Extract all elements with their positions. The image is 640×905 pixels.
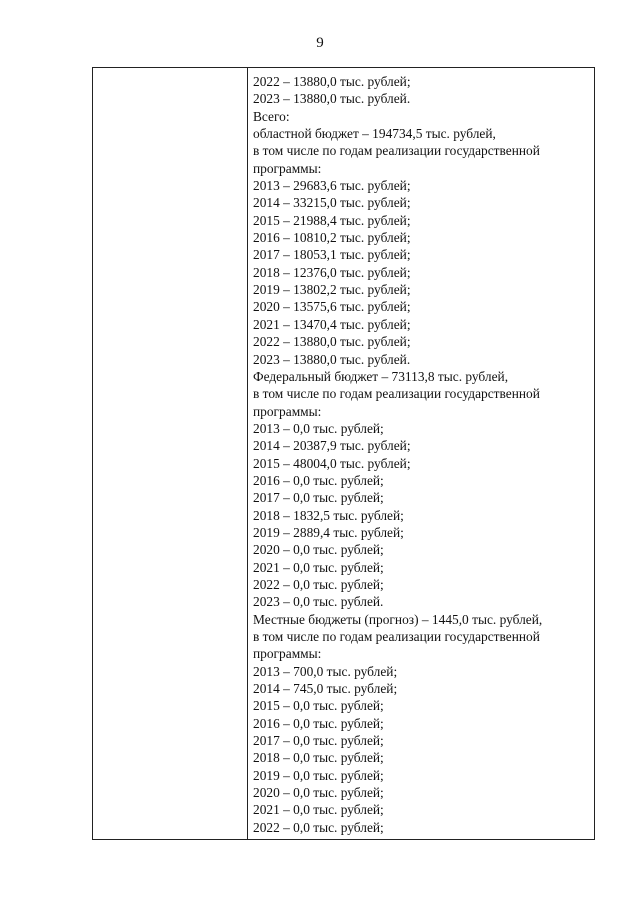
funding-line: 2023 – 13880,0 тыс. рублей.	[253, 351, 411, 367]
funding-line: 2014 – 20387,9 тыс. рублей;	[253, 438, 411, 454]
funding-line: 2018 – 1832,5 тыс. рублей;	[253, 507, 404, 523]
funding-line: 2015 – 21988,4 тыс. рублей;	[253, 212, 411, 228]
funding-line: Местные бюджеты (прогноз) – 1445,0 тыс. рублей,	[253, 611, 543, 627]
page-number: 9	[316, 35, 324, 51]
document-table	[92, 67, 595, 840]
funding-line: 2013 – 0,0 тыс. рублей;	[253, 420, 384, 436]
funding-line: 2013 – 29683,6 тыс. рублей;	[253, 178, 411, 194]
funding-line: в том числе по годам реализации государственной	[253, 143, 540, 159]
funding-line: 2023 – 0,0 тыс. рублей.	[253, 594, 384, 610]
funding-line: программы:	[253, 160, 322, 176]
funding-line: 2017 – 0,0 тыс. рублей;	[253, 490, 384, 506]
funding-line: 2020 – 0,0 тыс. рублей;	[253, 785, 384, 801]
funding-line: 2023 – 13880,0 тыс. рублей.	[253, 91, 411, 107]
funding-line: 2016 – 0,0 тыс. рублей;	[253, 715, 384, 731]
table-right-cell	[253, 73, 593, 836]
funding-line: 2018 – 12376,0 тыс. рублей;	[253, 264, 411, 280]
funding-line: в том числе по годам реализации государственной	[253, 386, 540, 402]
funding-line: в том числе по годам реализации государственной	[253, 629, 540, 644]
table-left-cell	[93, 68, 248, 839]
funding-line: 2016 – 0,0 тыс. рублей;	[253, 472, 384, 488]
funding-line: 2019 – 0,0 тыс. рублей;	[253, 767, 384, 783]
funding-line: 2021 – 0,0 тыс. рублей;	[253, 802, 384, 818]
funding-line: 2022 – 13880,0 тыс. рублей;	[253, 74, 411, 89]
funding-line: 2022 – 0,0 тыс. рублей;	[253, 819, 384, 835]
funding-line: 2016 – 10810,2 тыс. рублей;	[253, 230, 411, 246]
funding-line: программы:	[253, 403, 322, 419]
funding-line: 2018 – 0,0 тыс. рублей;	[253, 750, 384, 766]
funding-line: 2014 – 745,0 тыс. рублей;	[253, 681, 398, 697]
funding-line: областной бюджет – 194734,5 тыс. рублей,	[253, 126, 496, 142]
funding-line: Федеральный бюджет – 73113,8 тыс. рублей,	[253, 368, 509, 384]
funding-line: 2019 – 13802,2 тыс. рублей;	[253, 282, 411, 298]
funding-line: 2014 – 33215,0 тыс. рублей;	[253, 195, 411, 211]
funding-line: 2021 – 0,0 тыс. рублей;	[253, 559, 384, 575]
funding-line: 2015 – 0,0 тыс. рублей;	[253, 698, 384, 714]
funding-line: 2022 – 0,0 тыс. рублей;	[253, 576, 384, 592]
funding-line: 2019 – 2889,4 тыс. рублей;	[253, 524, 404, 540]
funding-line: 2015 – 48004,0 тыс. рублей;	[253, 455, 411, 471]
funding-line: 2013 – 700,0 тыс. рублей;	[253, 663, 398, 679]
funding-line: программы:	[253, 646, 322, 662]
funding-line: 2020 – 0,0 тыс. рублей;	[253, 542, 384, 558]
funding-line: 2017 – 18053,1 тыс. рублей;	[253, 247, 411, 263]
funding-line: 2020 – 13575,6 тыс. рублей;	[253, 299, 411, 315]
funding-line: 2017 – 0,0 тыс. рублей;	[253, 733, 384, 749]
funding-line: 2021 – 13470,4 тыс. рублей;	[253, 316, 411, 332]
funding-line: Всего:	[253, 108, 290, 124]
funding-line: 2022 – 13880,0 тыс. рублей;	[253, 334, 411, 350]
